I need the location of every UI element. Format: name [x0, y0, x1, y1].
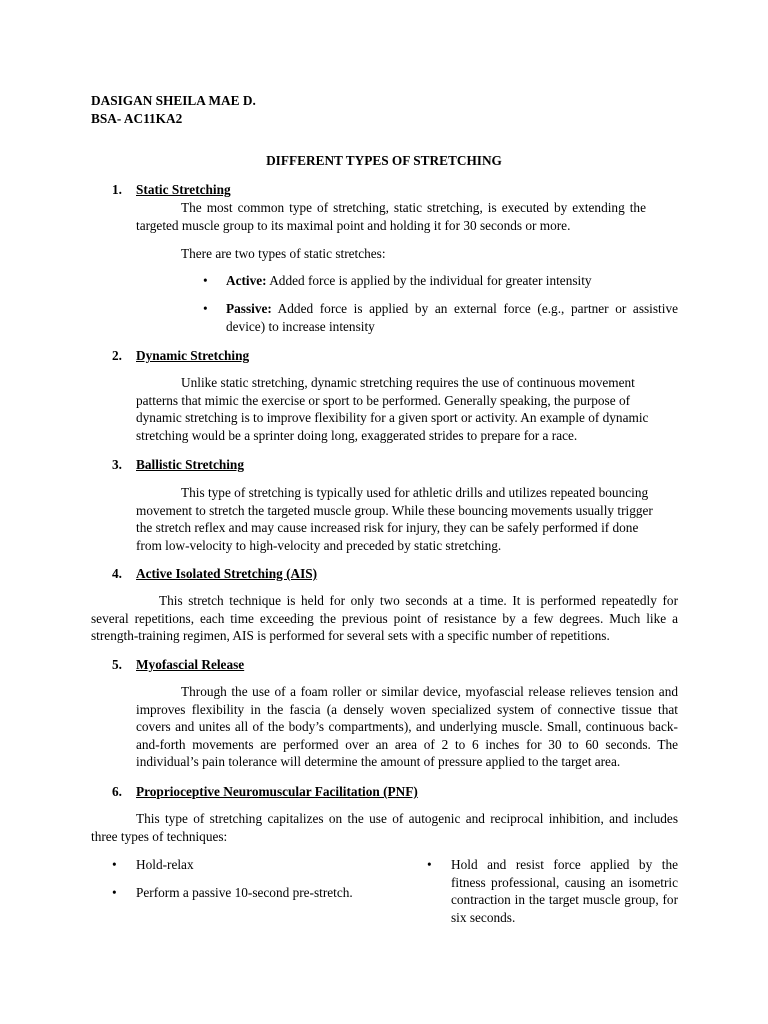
paragraph-pnf: This type of stretching capitalizes on the use of autogenic and reciprocal inhibition, and includes three types of techniques:	[91, 811, 678, 844]
section-number: 3.	[112, 457, 122, 472]
item-text: Added force is applied by the individual for greater intensity	[266, 273, 592, 288]
paragraph-ais: This stretch technique is held for only two seconds at a time. It is performed repeatedly for several repetitions, each time exceeding the previous point of resistance by a few degrees. Much like a strength-training regimen, AIS is performed for several sets with a specific number of repetitions.	[91, 593, 678, 643]
section-number: 6.	[112, 784, 122, 799]
section-heading-dynamic: Dynamic Stretching	[136, 348, 250, 363]
bullet-icon: •	[112, 885, 117, 900]
list-item-passive	[226, 300, 678, 335]
section-heading-ais: Active Isolated Stretching (AIS)	[136, 566, 318, 581]
section-heading-ballistic: Ballistic Stretching	[136, 457, 244, 472]
section-number: 1.	[112, 182, 122, 197]
paragraph-static: The most common type of stretching, static stretching, is executed by extending the targeted muscle group to its maximal point and holding it for 30 seconds or more.	[136, 200, 646, 233]
author-name: DASIGAN SHEILA MAE D.	[91, 93, 256, 108]
document-title: DIFFERENT TYPES OF STRETCHING	[266, 153, 502, 168]
static-subintro: There are two types of static stretches:	[181, 246, 386, 261]
list-item-hold-resist: Hold and resist force applied by the fitness professional, causing an isometric contraction in the target muscle group, for six seconds.	[451, 857, 678, 925]
section-heading-myofascial: Myofascial Release	[136, 657, 245, 672]
paragraph-dynamic: Unlike static stretching, dynamic stretching requires the use of continuous movement patterns that mimic the exercise or sport to be performed. Generally speaking, the purpose of dynamic stretching is to improve flexibility for a given sport or activity. An example of dynamic stretching would be a sprinter doing long, exaggerated strides to prepare for a race.	[136, 375, 649, 443]
list-item-active	[226, 272, 678, 290]
bullet-icon: •	[112, 857, 117, 872]
item-label: Passive:	[226, 301, 272, 316]
section-heading-static: Static Stretching	[136, 182, 231, 197]
section-heading-pnf: Proprioceptive Neuromuscular Facilitation (PNF)	[136, 784, 418, 799]
item-text: Added force is applied by an external force (e.g., partner or assistive device) to increase intensity	[226, 301, 678, 334]
section-number: 2.	[112, 348, 122, 363]
author-section: BSA- AC11KA2	[91, 111, 183, 126]
paragraph-ballistic: This type of stretching is typically used for athletic drills and utilizes repeated bouncing movement to stretch the targeted muscle group. While these bouncing movements usually trigger the stretch reflex and may cause increased risk for injury, they can be safely performed if done from low-velocity to high-velocity and preceded by static stretching.	[136, 485, 653, 553]
bullet-icon: •	[203, 273, 208, 288]
bullet-icon: •	[203, 301, 208, 316]
list-item-prestretch: Perform a passive 10-second pre-stretch.	[136, 885, 353, 900]
list-item-hold-relax: Hold-relax	[136, 857, 194, 872]
bullet-icon: •	[427, 857, 432, 872]
paragraph-myofascial: Through the use of a foam roller or similar device, myofascial release relieves tension and improves flexibility in the fascia (a densely woven specialized system of connective tissue that covers and unites all of the body’s compartments), and underlying muscle. Small, continuous back-and-forth movements are performed over an area of 2 to 6 inches for 30 to 60 seconds. The individual’s pain tolerance will determine the amount of pressure applied to the target area.	[136, 684, 678, 769]
section-number: 4.	[112, 566, 122, 581]
section-number: 5.	[112, 657, 122, 672]
item-label: Active:	[226, 273, 267, 288]
